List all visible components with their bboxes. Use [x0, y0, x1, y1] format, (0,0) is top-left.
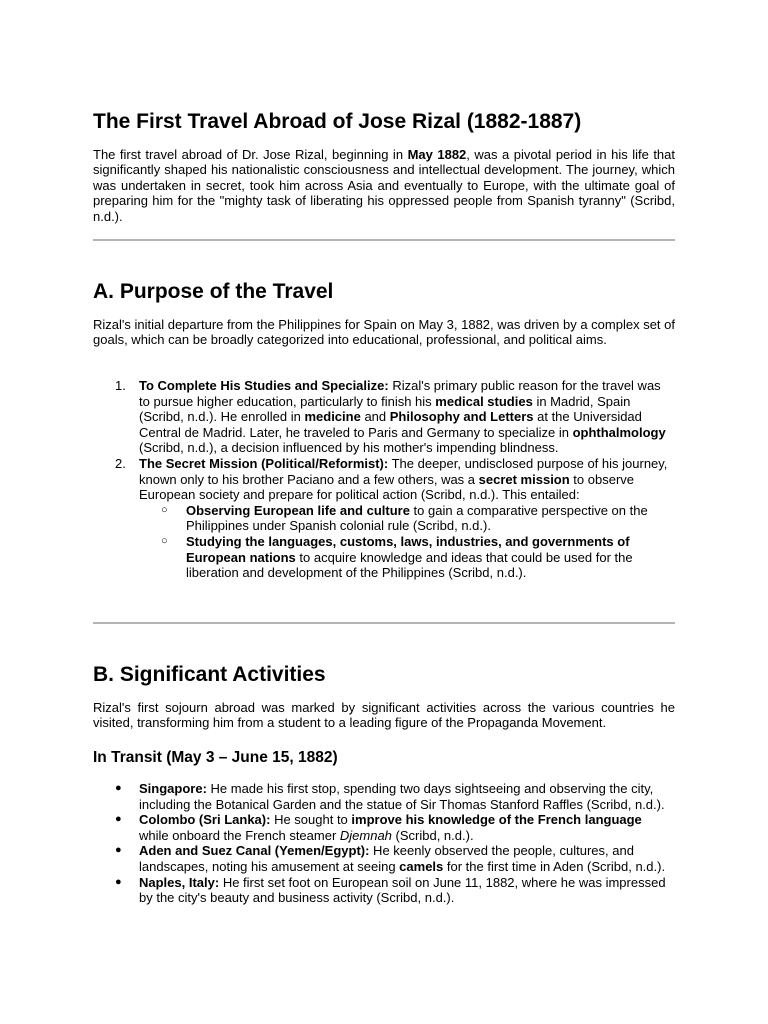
sub-list-item: ○ Studying the languages, customs, laws, industries, and governments of European nations to acquire knowledge and ideas that could be used for the liberation and development of the Philippines (Scribd, n.d.).: [161, 533, 633, 581]
section-a-intro: Rizal's initial departure from the Philippines for Spain on May 3, 1882, was driven by a complex set of goals, which can be broadly categorized into educational, professional, and political aims.: [93, 317, 675, 348]
list-item: ● Aden and Suez Canal (Yemen/Egypt): He keenly observed the people, cultures, and landscapes, noting his amusement at seeing camels for the first time in Aden (Scribd, n.d.).: [115, 843, 666, 874]
in-transit-subheading: In Transit (May 3 – June 15, 1882): [93, 749, 338, 766]
document-title: The First Travel Abroad of Jose Rizal (1882-1887): [93, 110, 582, 133]
circle-bullet-icon: ○: [161, 534, 168, 547]
purpose-list: [93, 378, 675, 581]
list-item: ● Colombo (Sri Lanka): He sought to improve his knowledge of the French language while onboard the French steamer Djemnah (Scribd, n.d.).: [115, 812, 642, 843]
bullet-icon: ●: [115, 813, 122, 826]
section-b-heading: B. Significant Activities: [93, 663, 326, 686]
list-item: 2. The Secret Mission (Political/Reformist): The deeper, undisclosed purpose of his journey, known only to his brother Paciano and a few others, was a secret mission to observe European society and prepare for political action (Scribd, n.d.). This entailed: ○ Observing European life and culture to gain a comparative perspective on the Philippines under Spanish colonial rule (Scribd, n.d.). ○ Studying the languages, customs, laws, industries, and governments of European nations to acquire knowledge and ideas that could be used for the liberation and development of the Philippines (Scribd, n.d.).: [93, 456, 675, 581]
section-a-heading: A. Purpose of the Travel: [93, 280, 334, 303]
list-item: ● Naples, Italy: He first set foot on European soil on June 11, 1882, where he was impressed by the city's beauty and business activity (Scribd, n.d.).: [115, 874, 666, 906]
activities-list: [93, 781, 675, 906]
bullet-icon: ●: [115, 875, 122, 888]
sub-list-item: ○ Observing European life and culture to gain a comparative perspective on the Philippines under Spanish colonial rule (Scribd, n.d.).: [161, 502, 648, 534]
section-divider: [93, 239, 675, 241]
bullet-icon: ●: [115, 844, 122, 857]
list-item: 1. To Complete His Studies and Specialize: Rizal's primary public reason for the travel was to pursue higher education, particularly to finish his medical studies in Madrid, Spain (Scribd, n.d.). He enrolled in medicine and Philosophy and Letters at the Universidad Central de Madrid. Later, he traveled to Paris and Germany to specialize in ophthalmology (Scribd, n.d.), a decision influenced by his mother's impending blindness.: [115, 378, 666, 456]
intro-paragraph: The first travel abroad of Dr. Jose Rizal, beginning in May 1882, was a pivotal period in his life that significantly shaped his nationalistic consciousness and intellectual development. The journey, which was undertaken in secret, took him across Asia and eventually to Europe, with the ultimate goal of preparing him for the "mighty task of liberating his oppressed people from Spanish tyranny" (Scribd, n.d.).: [93, 147, 676, 224]
list-marker: 2.: [115, 455, 126, 471]
section-divider: [93, 622, 675, 624]
section-b-intro: Rizal's first sojourn abroad was marked by significant activities across the various countries he visited, transforming him from a student to a leading figure of the Propaganda Movement.: [93, 700, 675, 731]
list-marker: 1.: [115, 378, 126, 393]
list-item: ● Singapore: He made his first stop, spending two days sightseeing and observing the city, including the Botanical Garden and the statue of Sir Thomas Stanford Raffles (Scribd, n.d.).: [115, 781, 665, 812]
sub-list: [139, 503, 675, 581]
circle-bullet-icon: ○: [161, 503, 168, 516]
bullet-icon: ●: [115, 782, 122, 794]
